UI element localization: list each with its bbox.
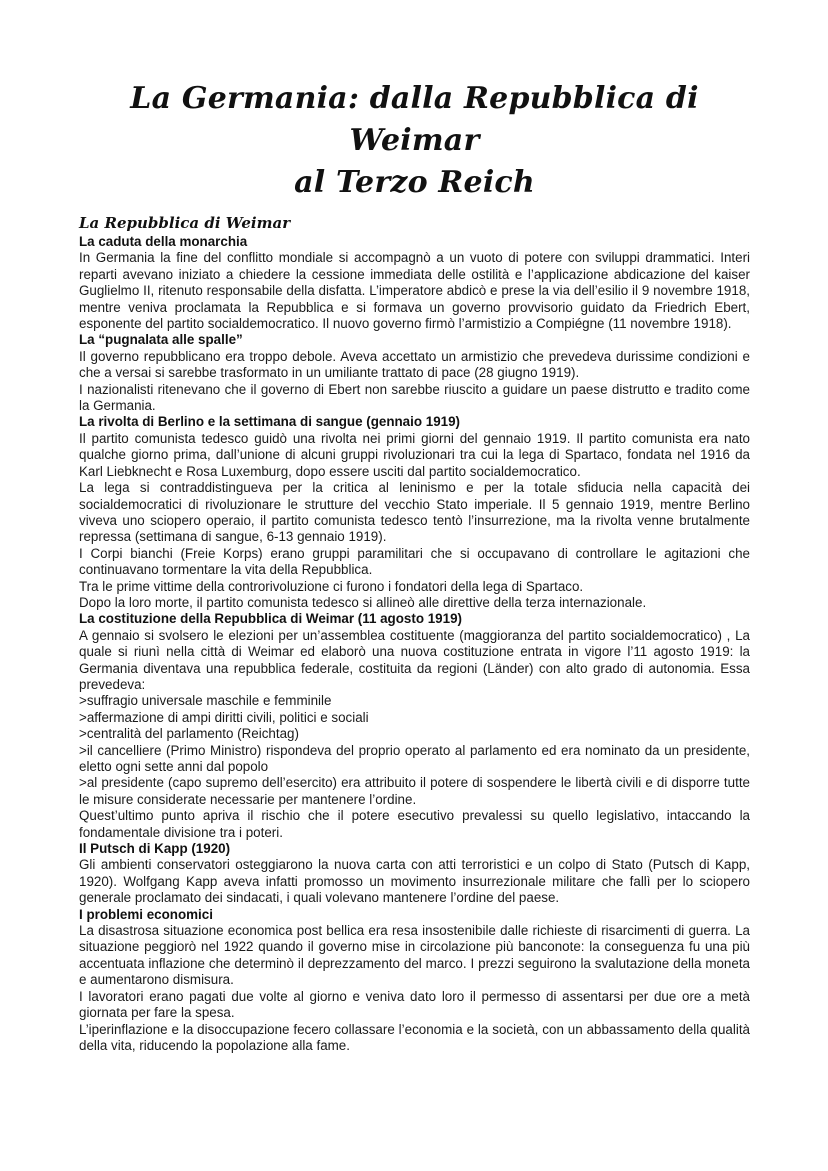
paragraph: I Corpi bianchi (Freie Korps) erano gruppi paramilitari che si occupavano di controllare le agitazioni che continuavano tormentare la vita della Repubblica. [79, 545, 750, 578]
paragraph: A gennaio si svolsero le elezioni per un’assemblea costituente (maggioranza del partito socialdemocratico) , La quale si riunì nella città di Weimar ed elaborò una nuova costituzione entrata in vigore l’11 agosto 1919: la Germania diventava una repubblica federale, costituita da regioni (Länder) con alto grado di autonomia. Essa prevedeva: [79, 627, 750, 692]
page-title-line-2: al Terzo Reich [294, 165, 535, 200]
paragraph: Tra le prime vittime della controrivoluzione ci furono i fondatori della lega di Spartaco. [79, 578, 584, 594]
paragraph: La lega si contraddistingueva per la critica al leninismo e per la totale sfiducia nella capacità dei socialdemocratici di rivoluzionare le strutture del vecchio Stato imperiale. Il 5 gennaio 1919, mentre Berlino viveva uno sciopero operaio, il partito comunista tedesco tentò l’insurrezione, ma la rivolta venne brutalmente repressa (settimana di sangue, 6-13 gennaio 1919). [79, 480, 750, 545]
section-heading: Il Putsch di Kapp (1920) [79, 841, 231, 857]
paragraph: >suffragio universale maschile e femminile [79, 693, 332, 709]
paragraph: Gli ambienti conservatori osteggiarono la nuova carta con atti terroristici e un colpo di Stato (Putsch di Kapp, 1920). Wolfgang Kapp aveva infatti promosso un movimento insurrezionale militare che fallì per lo sciopero generale proclamato dei sindacati, i quali volevano mantenere l’ordine del paese. [79, 857, 750, 906]
document-body [79, 234, 750, 1054]
paragraph: Quest’ultimo punto apriva il rischio che il potere esecutivo prevalessi su quello legislativo, intaccando la fondamentale divisione tra i poteri. [79, 808, 750, 840]
paragraph: I lavoratori erano pagati due volte al giorno e veniva dato loro il permesso di assentarsi per due ore a metà giornata per fare la spesa. [79, 988, 750, 1021]
paragraph: L’iperinflazione e la disoccupazione fecero collassare l’economia e la società, con un abbassamento della qualità della vita, riducendo la popolazione alla fame. [79, 1021, 750, 1053]
text-section [79, 234, 750, 332]
paragraph: La disastrosa situazione economica post bellica era resa insostenibile dalle richieste di risarcimenti di guerra. La situazione peggiorò nel 1922 quando il governo mise in circolazione più banconote: la conseguenza fu una più accentuata inflazione che determinò il deprezzamento del marco. I prezzi seguirono la svalutazione della moneta e aumentarono dismisura. [79, 923, 750, 988]
section-heading: La costituzione della Repubblica di Weimar (11 agosto 1919) [79, 611, 462, 627]
paragraph: In Germania la fine del conflitto mondiale si accompagnò a un vuoto di potere con sviluppi drammatici. Interi reparti avevano iniziato a chiedere la cessione immediata delle ostilità e l’applicazione abdicazione del kaiser Guglielmo II, ritenuto responsabile della disfatta. L’imperatore abdicò e prese la via dell’esilio il 9 novembre 1918, mentre veniva proclamata la Repubblica e si formava un governo provvisorio guidato da Friedrich Ebert, esponente del partito socialdemocratico. Il nuovo governo firmò l’armistizio a Compiégne (11 novembre 1918). [79, 250, 750, 332]
paragraph: Dopo la loro morte, il partito comunista tedesco si allineò alle direttive della terza internazionale. [79, 594, 647, 610]
text-section [79, 414, 750, 611]
paragraph: >al presidente (capo supremo dell’esercito) era attribuito il potere di sospendere le libertà civili e di disporre tutte le misure considerate necessarie per mantenere l’ordine. [79, 775, 750, 807]
section-heading: La “pugnalata alle spalle” [79, 332, 243, 348]
paragraph: >il cancelliere (Primo Ministro) rispondeva del proprio operato al parlamento ed era nominato da un presidente, eletto ogni sette anni dal popolo [79, 742, 750, 774]
page-title [79, 0, 750, 204]
text-section [79, 841, 750, 907]
section-title: La Repubblica di Weimar [79, 214, 291, 232]
page-title-line-1: La Germania: dalla Repubblica di Weimar [130, 81, 699, 158]
section-heading: La rivolta di Berlino e la settimana di sangue (gennaio 1919) [79, 414, 460, 430]
paragraph: Il partito comunista tedesco guidò una rivolta nei primi giorni del gennaio 1919. Il partito comunista era nato qualche giorno prima, dall’unione di alcuni gruppi rivoluzionari tra cui la lega di Spartaco, fondata nel 1916 da Karl Liebknecht e Rosa Luxemburg, dopo essere usciti dal partito socialdemocratico. [79, 430, 750, 479]
paragraph: Il governo repubblicano era troppo debole. Aveva accettato un armistizio che prevedeva durissime condizioni e che a versai si sarebbe trasformato in un umiliante trattato di pace (28 giugno 1919). [79, 348, 750, 381]
section-heading: I problemi economici [79, 906, 213, 922]
section-heading: La caduta della monarchia [79, 234, 248, 249]
text-section [79, 907, 750, 1055]
text-section [79, 332, 750, 414]
paragraph: >centralità del parlamento (Reichtag) [79, 726, 299, 742]
paragraph: >affermazione di ampi diritti civili, politici e sociali [79, 709, 369, 725]
text-section [79, 611, 750, 841]
paragraph: I nazionalisti ritenevano che il governo di Ebert non sarebbe riuscito a guidare un paese distrutto e tradito come la Germania. [79, 381, 750, 414]
